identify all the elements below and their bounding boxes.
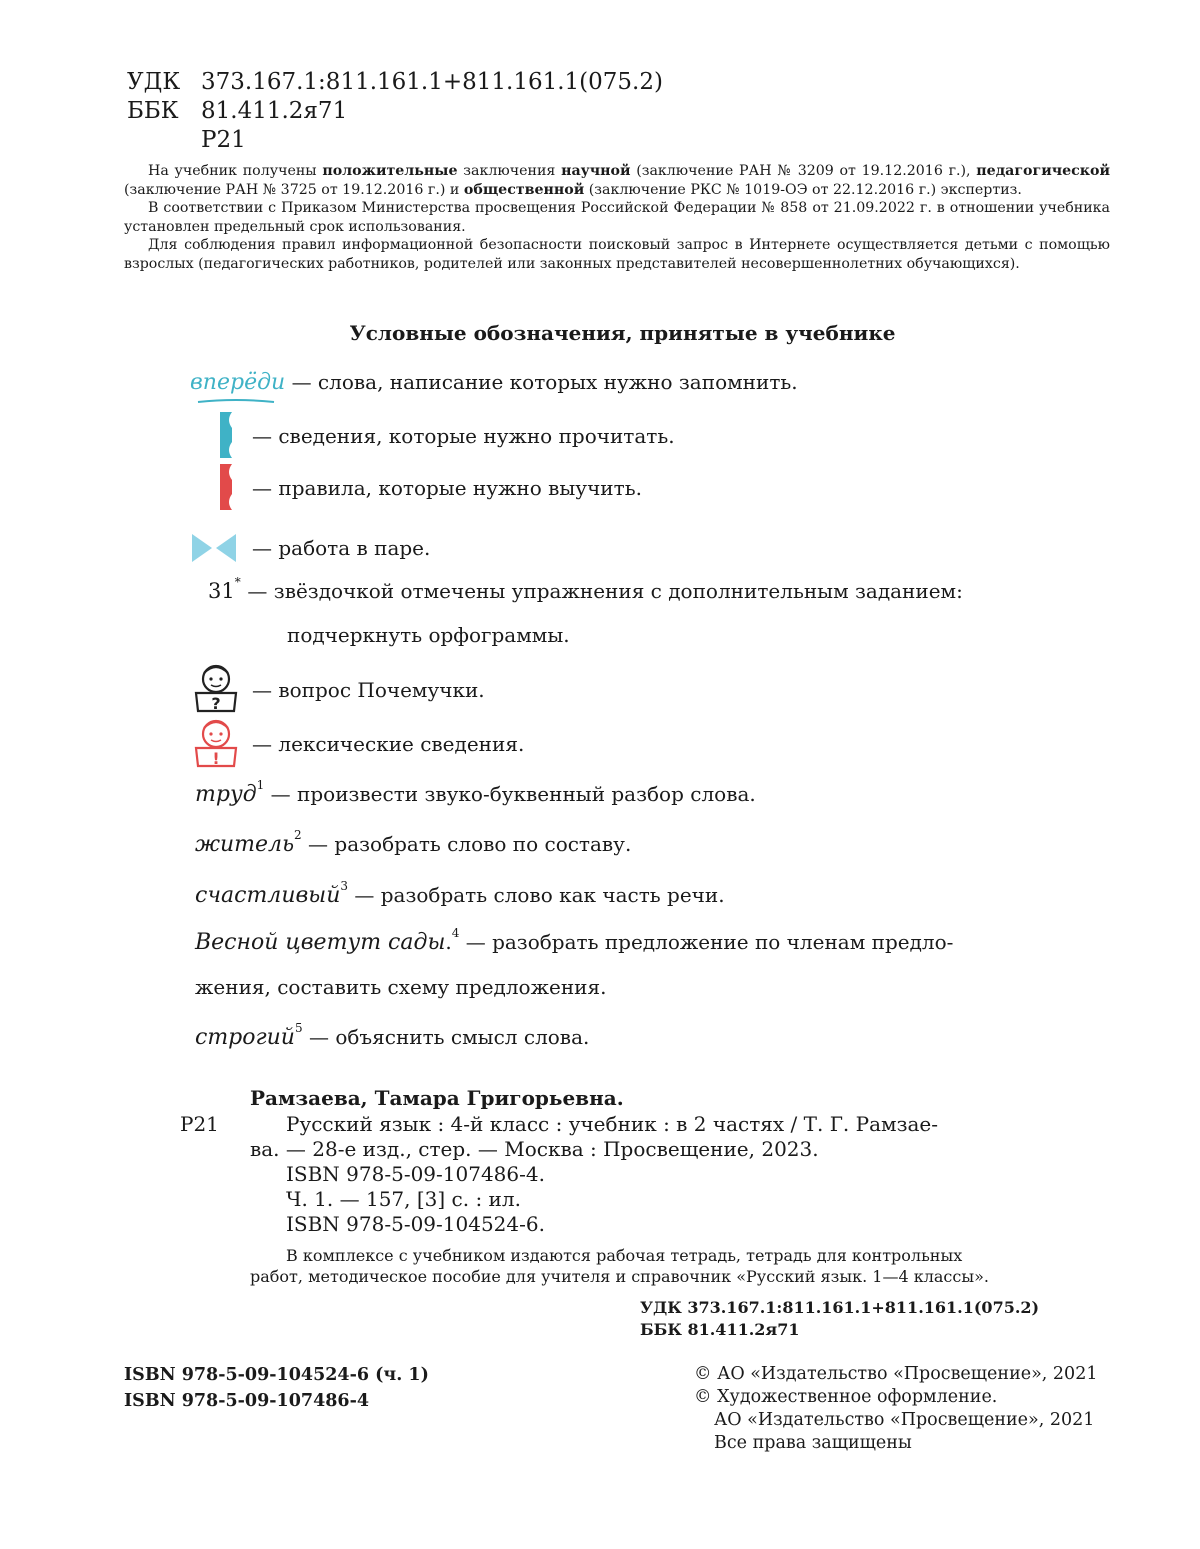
catalog-isbn-1: ISBN 978-5-09-107486-4. <box>286 1162 545 1186</box>
approvals-paragraph: На учебник получены положительные заключения научной (заключение РАН № 3209 от 19.12.2016 г.), педагогической (заключение РАН № 3725 от 19.12.2016 г.) и общественной (заключение РКС № 1019-ОЭ от 22.12.2016 г.) экспертиз. <box>124 163 1110 198</box>
approvals-block <box>124 162 1110 273</box>
author-mark: Р21 <box>201 127 246 153</box>
pair-work-icon <box>192 534 236 562</box>
legend-row-pair: — работа в паре. <box>252 536 431 560</box>
copyright-design: © Художественное оформление. <box>694 1387 998 1407</box>
bbk-label: ББК <box>127 98 179 124</box>
exercise-number: 31 <box>208 579 235 603</box>
term-paragraph: В соответствии с Приказом Министерства просвещения Российской Федерации № 858 от 21.09.2022 г. в отношении учебника установлен предельный срок использования. <box>124 200 1110 235</box>
lexical-info-icon <box>192 718 240 768</box>
svg-text:!: ! <box>212 749 220 768</box>
bbk-value: 81.411.2я71 <box>201 98 348 124</box>
catalog-note-2: работ, методическое пособие для учителя и справочник «Русский язык. 1—4 классы». <box>250 1267 989 1286</box>
bookmark-teal-icon <box>216 412 236 458</box>
legend-row-star-continued: подчеркнуть орфограммы. <box>287 623 570 647</box>
legend-row-star: 31* — звёздочкой отмечены упражнения с дополнительным заданием: <box>208 575 963 603</box>
catalog-note-1: В комплексе с учебником издаются рабочая тетрадь, тетрадь для контрольных <box>286 1246 963 1265</box>
catalog-isbn-2: ISBN 978-5-09-104524-6. <box>286 1212 545 1236</box>
rights-reserved: Все права защищены <box>714 1433 912 1453</box>
isbn-part: ISBN 978-5-09-104524-6 (ч. 1) <box>124 1365 429 1385</box>
udk-label: УДК <box>127 69 181 95</box>
udk-block <box>127 68 663 155</box>
bookmark-red-icon <box>216 464 236 510</box>
handwritten-word-sample: вперёди <box>190 370 286 395</box>
catalog-author: Рамзаева, Тамара Григорьевна. <box>250 1086 624 1110</box>
catalog-edition-line: ва. — 28-е изд., стер. — Москва : Просвещение, 2023. <box>250 1137 819 1161</box>
isbn-all: ISBN 978-5-09-107486-4 <box>124 1391 370 1411</box>
safety-paragraph: Для соблюдения правил информационной безопасности поисковый запрос в Интернете осуществляется детьми с помощью взрослых (педагогических работников, родителей или законных представителей несовершеннолетних обучающихся). <box>124 237 1110 272</box>
legend-title: Условные обозначения, принятые в учебнике <box>349 321 896 345</box>
underline-mark <box>196 396 276 406</box>
copyright-publisher: © АО «Издательство «Просвещение», 2021 <box>694 1364 1098 1384</box>
svg-text:?: ? <box>211 694 221 713</box>
legend-row-meaning: строгий$^5$ — объяснить смысл слова. <box>195 1021 590 1050</box>
legend-row-question: — вопрос Почемучки. <box>252 678 485 702</box>
legend-row-phonetic: труд$^1$ — произвести звуко-буквенный разбор слова. <box>195 778 756 807</box>
legend-row-memorize: вперёди — слова, написание которых нужно запомнить. <box>190 370 798 395</box>
legend-row-rules: — правила, которые нужно выучить. <box>252 476 642 500</box>
star-mark: * <box>234 575 241 589</box>
legend-row-part-of-speech: счастливый$^3$ — разобрать слово как часть речи. <box>195 879 725 908</box>
pochemuchka-question-icon <box>192 663 240 713</box>
udk-value: 373.167.1:811.161.1+811.161.1(075.2) <box>201 69 663 95</box>
legend-row-sentence-continued: жения, составить схему предложения. <box>195 975 607 999</box>
catalog-bbk: ББК 81.411.2я71 <box>640 1320 800 1339</box>
catalog-part: Ч. 1. — 157, [3] с. : ил. <box>286 1187 521 1211</box>
catalog-udk: УДК 373.167.1:811.161.1+811.161.1(075.2) <box>640 1298 1040 1317</box>
legend-row-read: — сведения, которые нужно прочитать. <box>252 424 675 448</box>
copyright-design-publisher: АО «Издательство «Просвещение», 2021 <box>714 1410 1095 1430</box>
legend-row-sentence: Весной цветут сады.$^4$ — разобрать предложение по членам предло- <box>195 926 954 955</box>
legend-row-lexical: — лексические сведения. <box>252 732 525 756</box>
catalog-title-line: Русский язык : 4-й класс : учебник : в 2 частях / Т. Г. Рамзае- <box>286 1112 939 1136</box>
catalog-mark: Р21 <box>180 1112 219 1136</box>
legend-row-morphemic: житель$^2$ — разобрать слово по составу. <box>195 828 632 857</box>
